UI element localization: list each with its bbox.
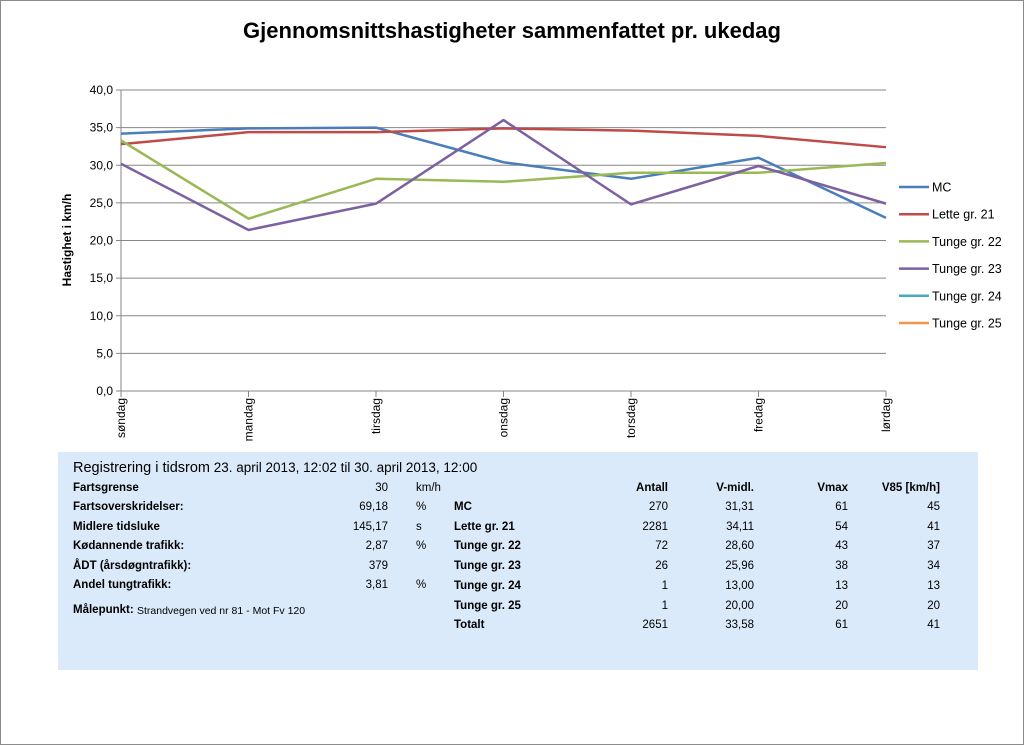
- series-line-1: [121, 128, 886, 147]
- table-row-name: Lette gr. 21: [454, 520, 515, 533]
- chart-title: Gjennomsnittshastigheter sammenfattet pr. ukedag: [243, 18, 781, 43]
- table-cell-antall: 1: [661, 579, 668, 592]
- info-row-label: Andel tungtrafikk:: [73, 579, 172, 591]
- table-cell-v85: 41: [927, 520, 940, 533]
- info-row-value: 379: [368, 559, 388, 572]
- table-cell-v-midl: 13,00: [725, 579, 754, 592]
- y-tick-label: 25,0: [89, 195, 113, 210]
- malepunkt-value: Strandvegen ved nr 81 - Mot Fv 120: [137, 605, 306, 617]
- table-cell-v85: 13: [927, 579, 940, 592]
- table-cell-v85: 45: [927, 501, 940, 513]
- table-cell-antall: 2281: [642, 520, 668, 533]
- y-tick-label: 10,0: [89, 308, 113, 323]
- table-cell-vmax: 43: [835, 540, 848, 553]
- series-line-2: [121, 140, 886, 218]
- table-cell-vmax: 54: [835, 520, 848, 533]
- table-cell-v-midl: 31,31: [725, 501, 754, 513]
- legend-label: Tunge gr. 22: [932, 234, 1002, 249]
- info-row-unit: s: [416, 520, 422, 533]
- table-cell-v-midl: 20,00: [725, 599, 754, 612]
- table-cell-v-midl: 34,11: [726, 520, 754, 533]
- y-tick-label: 35,0: [89, 120, 113, 135]
- x-tick-label: torsdag: [624, 398, 638, 439]
- table-cell-antall: 2651: [642, 619, 668, 632]
- registration-period: 23. april 2013, 12:02 til 30. april 2013, 12:00: [213, 460, 478, 475]
- table-row-name: MC: [454, 501, 472, 513]
- table-row-name: Totalt: [454, 619, 485, 632]
- table-cell-antall: 270: [648, 501, 668, 513]
- x-tick-label: mandag: [241, 398, 256, 442]
- table-cell-v85: 41: [927, 619, 940, 632]
- y-tick-label: 40,0: [89, 83, 113, 97]
- y-tick-label: 0,0: [96, 384, 113, 398]
- x-tick-label: lørdag: [879, 398, 893, 433]
- x-tick-label: onsdag: [496, 398, 511, 438]
- legend-label: MC: [932, 180, 952, 195]
- info-row-unit: %: [416, 540, 427, 553]
- legend-label: Tunge gr. 23: [932, 262, 1002, 277]
- header-antall: Antall: [636, 482, 668, 494]
- info-row-value: 2,87: [365, 540, 388, 553]
- header-vmax: Vmax: [817, 482, 848, 494]
- table-row-name: Tunge gr. 25: [454, 599, 521, 612]
- registration-heading-line: [73, 460, 477, 476]
- y-tick-label: 20,0: [89, 233, 113, 248]
- y-tick-label: 15,0: [89, 271, 113, 286]
- info-row-value: 3,81: [365, 579, 388, 591]
- x-tick-label: tirsdag: [369, 398, 383, 435]
- table-cell-v85: 34: [927, 560, 940, 573]
- info-row-label: Kødannende trafikk:: [73, 540, 185, 553]
- y-tick-label: 30,0: [89, 158, 113, 173]
- table-row-name: Tunge gr. 24: [454, 579, 521, 592]
- table-cell-vmax: 61: [835, 501, 848, 513]
- table-cell-vmax: 13: [835, 579, 848, 592]
- x-tick-label: fredag: [751, 398, 766, 433]
- legend-label: Tunge gr. 24: [932, 289, 1002, 304]
- info-row-value: 145,17: [352, 520, 388, 533]
- info-row-label: Fartsoverskridelser:: [73, 501, 184, 514]
- table-cell-v85: 20: [927, 599, 940, 612]
- table-cell-v-midl: 33,58: [725, 619, 754, 632]
- table-row-name: Tunge gr. 23: [454, 560, 521, 573]
- table-cell-vmax: 38: [835, 560, 848, 573]
- registration-panel: [58, 452, 978, 670]
- table-cell-vmax: 20: [835, 599, 848, 612]
- y-axis-label: Hastighet i km/h: [60, 193, 74, 287]
- info-row-value: 69,18: [359, 501, 388, 514]
- legend-label: Lette gr. 21: [932, 207, 995, 222]
- header-v-midl: V-midl.: [716, 482, 754, 494]
- legend-label: Tunge gr. 25: [932, 316, 1002, 331]
- y-tick-label: 5,0: [96, 346, 113, 361]
- info-row-label: Midlere tidsluke: [73, 520, 160, 533]
- x-tick-label: søndag: [114, 398, 128, 439]
- info-row-value: 30: [375, 482, 388, 494]
- table-cell-antall: 1: [661, 599, 668, 612]
- registration-heading: Registrering i tidsrom: [73, 460, 210, 476]
- table-cell-v-midl: 28,60: [725, 540, 754, 553]
- header-v85: V85 [km/h]: [881, 482, 940, 494]
- table-row-name: Tunge gr. 22: [454, 540, 521, 553]
- info-row-unit: km/h: [416, 482, 441, 494]
- info-row-unit: %: [416, 579, 427, 591]
- table-cell-v85: 37: [927, 540, 940, 553]
- info-row-label: Fartsgrense: [73, 482, 139, 494]
- malepunkt-label: Målepunkt:: [73, 604, 134, 616]
- table-cell-antall: 26: [655, 560, 668, 573]
- info-row-label: ÅDT (årsdøgntrafikk):: [73, 559, 192, 572]
- table-cell-antall: 72: [655, 540, 668, 553]
- table-cell-v-midl: 25,96: [725, 560, 754, 573]
- table-cell-vmax: 61: [835, 619, 848, 632]
- info-row-unit: %: [416, 501, 427, 514]
